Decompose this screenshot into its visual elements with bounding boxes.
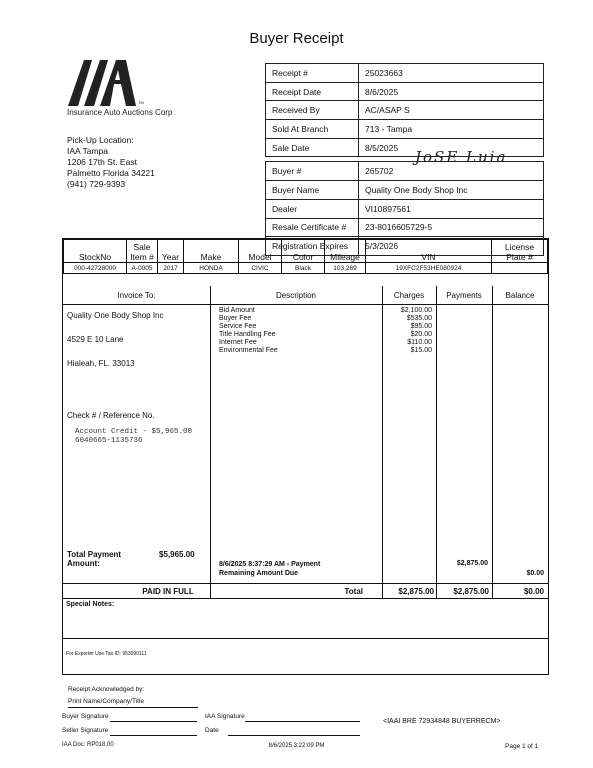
- page-title: Buyer Receipt: [249, 30, 344, 47]
- iaa-signature-label: IAA Signature: [205, 713, 245, 720]
- fee-desc: Bid Amount: [219, 307, 255, 314]
- remaining-due: $0.00: [526, 570, 544, 577]
- info-value: 5/3/2026: [359, 237, 544, 256]
- col-mileage: Mileage: [325, 240, 366, 263]
- info-value: 23-8016605729-5: [359, 218, 544, 237]
- seller-signature-line: [110, 735, 197, 736]
- total-payment-label-1: Total Payment: [67, 550, 122, 559]
- total-payment-value: $5,965.00: [159, 550, 195, 559]
- col-sale-2: Item #: [130, 252, 154, 262]
- fee-descriptions: [219, 307, 278, 355]
- pickup-label: Pick-Up Location:: [67, 135, 134, 145]
- special-notes-label: Special Notes:: [66, 601, 115, 608]
- info-key: Registration Expires: [266, 237, 359, 256]
- info-value: VI10897561: [359, 199, 544, 218]
- vehicle-mileage: 103,269: [325, 263, 366, 274]
- description-header: Description: [275, 291, 316, 300]
- divider: [210, 286, 211, 599]
- divider: [63, 304, 548, 305]
- info-key: Buyer #: [266, 162, 359, 181]
- payment-line-2: Remaining Amount Due: [219, 570, 299, 577]
- info-key: Received By: [266, 101, 359, 120]
- exporter-tax-id: For Exporter Use Tax ID: 953090111: [66, 651, 147, 657]
- fee-charge: $2,100.00: [400, 307, 432, 314]
- info-value: AC/ASAP S: [359, 101, 544, 120]
- vehicle-vin: 19XFC2F53HE080924: [366, 263, 492, 274]
- iaa-logo: [68, 58, 148, 108]
- col-plate: [492, 240, 548, 263]
- paid-in-full: PAID IN FULL: [142, 587, 194, 596]
- total-payments: $2,875.00: [453, 587, 489, 596]
- fee-charge: $535.00: [406, 315, 432, 322]
- fee-desc: Internet Fee: [219, 339, 257, 346]
- invoice-addr1: 4529 E 10 Lane: [67, 335, 124, 344]
- vehicle-make: HONDA: [184, 263, 239, 274]
- handwritten-signature: JoSE Luia: [415, 148, 508, 166]
- pickup-street: 1206 17th St. East: [67, 157, 137, 167]
- payment-description: [219, 560, 320, 578]
- col-model: Model: [239, 240, 282, 263]
- col-year: Year: [158, 240, 184, 263]
- fee-desc: Service Fee: [219, 323, 257, 330]
- info-value: 713 - Tampa: [359, 120, 544, 139]
- vehicle-color: Black: [282, 263, 325, 274]
- vehicle-plate: [492, 263, 548, 274]
- info-key: Buyer Name: [266, 181, 359, 200]
- col-vin: VIN: [366, 240, 492, 263]
- page-number: Page 1 of 1: [505, 743, 539, 750]
- buyer-signature-line: [110, 721, 197, 722]
- document-reference: <IAAI BRE 72934848 BUYERRECM>: [383, 718, 501, 725]
- pickup-phone: (941) 729-9393: [67, 179, 126, 189]
- info-key: Receipt #: [266, 64, 359, 83]
- fee-desc: Buyer Fee: [219, 315, 252, 322]
- col-plate-2: Plate #: [506, 252, 533, 262]
- ack-label: Receipt Acknowledged by:: [68, 686, 145, 693]
- info-value: 8/6/2025: [359, 82, 544, 101]
- payments-header: Payments: [446, 291, 482, 300]
- invoice-name: Quality One Body Shop Inc: [67, 311, 164, 320]
- total-balance: $0.00: [523, 587, 544, 596]
- vehicle-table: [63, 239, 548, 274]
- divider: [436, 286, 437, 599]
- vehicle-sale: A-0005: [127, 263, 158, 274]
- print-timestamp: 8/6/2025 3:22:09 PM: [268, 743, 325, 749]
- col-make: Make: [184, 240, 239, 263]
- check-label: Check # / Reference No.: [67, 411, 155, 420]
- divider: [492, 286, 493, 599]
- fee-charge: $15.00: [410, 347, 432, 354]
- info-value: 25023663: [359, 64, 544, 83]
- col-sale: [127, 240, 158, 263]
- fee-charge: $110.00: [407, 339, 432, 346]
- fee-charge: $20.00: [410, 331, 432, 338]
- pickup-city: Palmetto Florida 34221: [67, 168, 155, 178]
- charges-header: Charges: [393, 291, 425, 300]
- document-number: IAA Doc: RP018.00: [62, 742, 114, 748]
- ack-print-name: Print Name/Company/Title: [68, 698, 144, 705]
- col-color: Color: [282, 240, 325, 263]
- pickup-location: [67, 135, 155, 190]
- info-value: 8/5/2025: [359, 138, 544, 157]
- vehicle-year: 2017: [158, 263, 184, 274]
- info-key: Receipt Date: [266, 82, 359, 101]
- vehicle-stock: 000-42728000: [64, 263, 127, 274]
- total-charges: $2,875.00: [398, 587, 434, 596]
- check-line: 6040665-1135736: [75, 437, 143, 445]
- invoice-addr2: Hialeah, FL. 33013: [67, 359, 135, 368]
- info-key: Sold At Branch: [266, 120, 359, 139]
- total-payment-label-2: Amount:: [67, 559, 100, 568]
- info-key: Dealer: [266, 199, 359, 218]
- company-name: Insurance Auto Auctions Corp: [67, 108, 173, 117]
- payment-amount: $2,875.00: [456, 560, 488, 567]
- invoice-to-header: Invoice To:: [117, 291, 156, 300]
- balance-header: Balance: [505, 291, 535, 300]
- vehicle-model: CIVIC: [239, 263, 282, 274]
- col-stock: StockNo: [64, 240, 127, 263]
- total-payment-label: [67, 550, 121, 568]
- svg-text:TM: TM: [138, 100, 144, 105]
- fee-charges: [382, 307, 432, 355]
- info-value: 265702: [359, 162, 544, 181]
- fee-desc: Title Handling Fee: [219, 331, 276, 338]
- buyer-signature-label: Buyer Signature: [62, 713, 109, 720]
- col-sale-1: Sale: [133, 242, 151, 252]
- payment-line-1: 8/6/2025 8:37:29 AM - Payment: [219, 561, 321, 568]
- total-label: Total: [344, 587, 363, 596]
- check-line: Account Credit - $5,965.00: [75, 428, 193, 436]
- fee-desc: Environmental Fee: [219, 347, 278, 354]
- col-plate-1: License: [504, 242, 535, 252]
- divider: [63, 638, 548, 639]
- date-label: Date: [205, 727, 219, 734]
- receipt-body: [62, 238, 549, 675]
- print-name-line: [68, 707, 198, 708]
- iaa-signature-line: [245, 721, 360, 722]
- divider: [63, 583, 548, 584]
- pickup-branch: IAA Tampa: [67, 146, 108, 156]
- info-key: Resale Certificate #: [266, 218, 359, 237]
- divider: [63, 598, 548, 599]
- info-value: Quality One Body Shop Inc: [359, 181, 544, 200]
- date-line: [228, 735, 360, 736]
- fee-charge: $95.00: [410, 323, 432, 330]
- seller-signature-label: Seller Signature: [62, 727, 109, 734]
- info-key: Sale Date: [266, 138, 359, 157]
